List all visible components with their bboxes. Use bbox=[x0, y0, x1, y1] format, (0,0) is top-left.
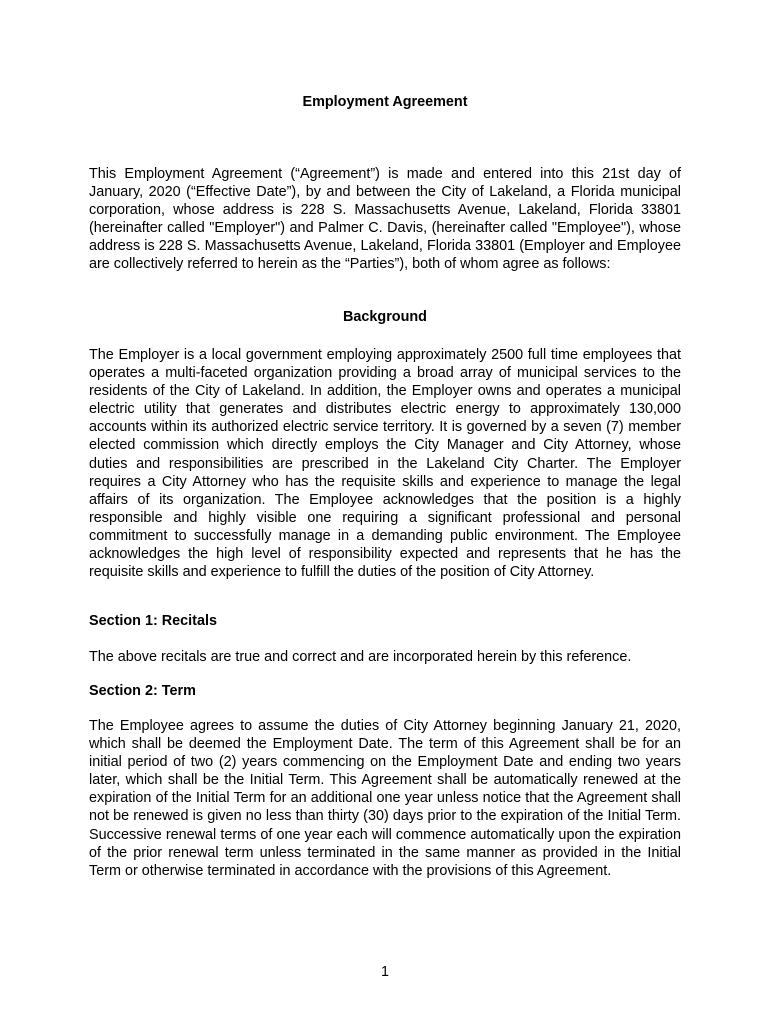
document-title: Employment Agreement bbox=[302, 94, 468, 110]
background-paragraph: The Employer is a local government employing approximately 2500 full time employees that operates a multi-faceted organization providing a broad array of municipal services to the residents of the City of Lakeland. In addition, the Employer owns and operates a municipal electric utility that generates and distributes electric energy to approximately 130,000 accounts within its authorized electric service territory. It is governed by a seven (7) member elected commission which directly employs the City Manager and City Attorney, whose duties and responsibilities are prescribed in the Lakeland City Charter. The Employer requires a City Attorney who has the requisite skills and experience to manage the legal affairs of its organization. The Employee acknowledges that the position is a highly responsible and highly visible one requiring a significant professional and personal commitment to successfully manage in a demanding public environment. The Employee acknowledges the high level of responsibility expected and represents that he has the requisite skills and experience to fulfill the duties of the position of City Attorney. bbox=[89, 347, 681, 581]
section-1-paragraph: The above recitals are true and correct and are incorporated herein by this reference. bbox=[89, 649, 632, 665]
section-2-heading: Section 2: Term bbox=[89, 683, 196, 699]
page-number: 1 bbox=[380, 964, 389, 980]
section-2-paragraph: The Employee agrees to assume the duties of City Attorney beginning January 21, 2020, which shall be deemed the Employment Date. The term of this Agreement shall be for an initial period of two (2) years commencing on the Employment Date and ending two years later, which shall be the Initial Term. This Agreement shall be automatically renewed at the expiration of the Initial Term for an additional one year unless notice that the Agreement shall not be renewed is given no less than thirty (30) days prior to the expiration of the Initial Term. Successive renewal terms of one year each will commence automatically upon the expiration of the prior renewal term unless terminated in the same manner as provided in the Initial Term or otherwise terminated in accordance with the provisions of this Agreement. bbox=[89, 718, 681, 879]
section-1-heading: Section 1: Recitals bbox=[89, 613, 217, 629]
background-heading: Background bbox=[343, 309, 427, 325]
intro-paragraph: This Employment Agreement (“Agreement”) is made and entered into this 21st day of January, 2020 (“Effective Date”), by and between the City of Lakeland, a Florida municipal corporation, whose address is 228 S. Massachusetts Avenue, Lakeland, Florida 33801 (hereinafter called "Employer") and Palmer C. Davis, (hereinafter called "Employee"), whose address is 228 S. Massachusetts Avenue, Lakeland, Florida 33801 (Employer and Employee are collectively referred to herein as the “Parties”), both of whom agree as follows: bbox=[89, 166, 681, 273]
